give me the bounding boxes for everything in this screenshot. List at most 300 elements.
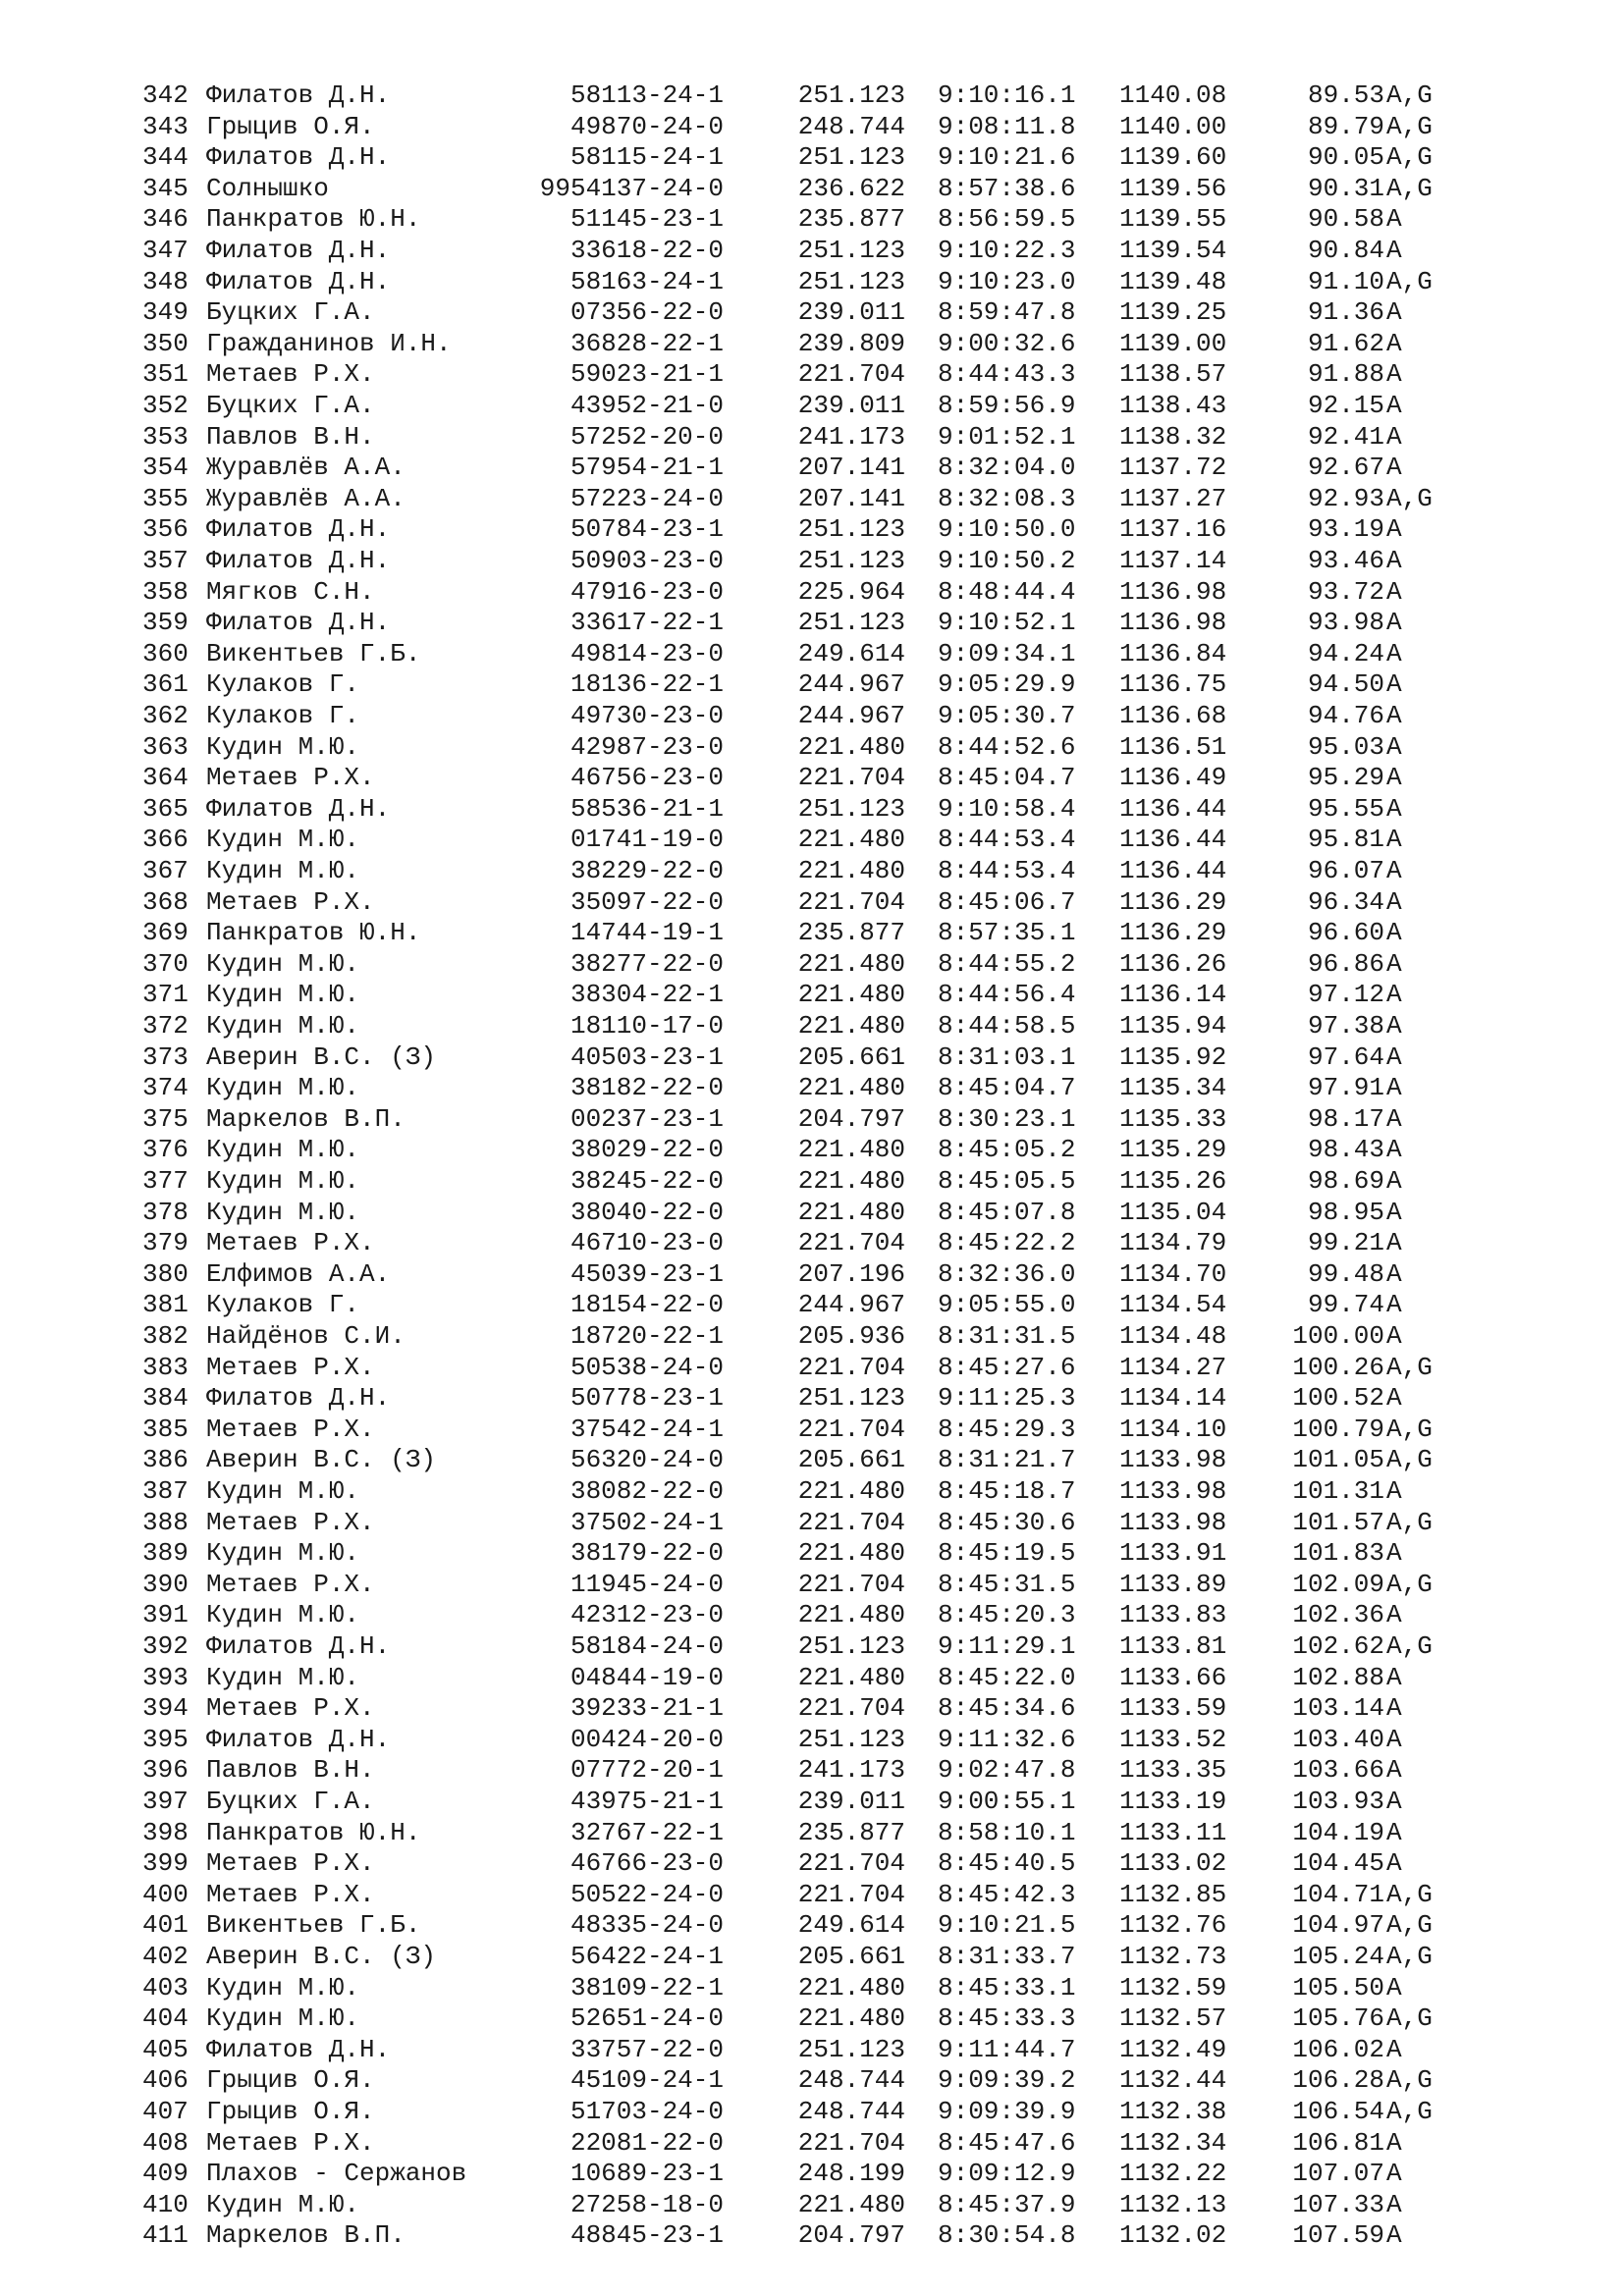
flags: A <box>1386 1476 1402 1506</box>
fancier-name: Филатов Д.Н. <box>206 80 391 110</box>
flags: A <box>1386 948 1402 979</box>
distance: 251.123 <box>797 608 905 638</box>
fancier-name: Кудин М.Ю. <box>206 980 360 1010</box>
flags: A <box>1386 1228 1402 1258</box>
row-number: 370 <box>142 948 189 979</box>
coefficient: 101.57 <box>1292 1507 1384 1537</box>
coefficient: 90.58 <box>1307 204 1384 235</box>
distance: 221.480 <box>797 2003 905 2034</box>
coefficient: 103.66 <box>1292 1755 1384 1786</box>
ring-number: 27258-18-0 <box>569 2189 724 2219</box>
fancier-name: Викентьев Г.Б. <box>206 1910 421 1941</box>
distance: 241.173 <box>797 1755 905 1786</box>
arrival-time: 8:45:27.6 <box>938 1352 1076 1382</box>
table-row <box>0 296 1624 328</box>
flags: A,G <box>1386 1942 1433 1971</box>
flags: A <box>1386 1693 1402 1724</box>
table-row <box>0 266 1624 297</box>
table-row <box>0 917 1624 948</box>
fancier-name: Аверин В.С. (З) <box>206 1041 437 1072</box>
fancier-name: Филатов Д.Н. <box>206 236 391 265</box>
ring-number: 37542-24-1 <box>569 1414 724 1444</box>
coefficient: 91.36 <box>1307 297 1384 328</box>
fancier-name: Метаев Р.Х. <box>206 1569 375 1599</box>
row-number: 359 <box>142 608 189 638</box>
speed: 1133.98 <box>1119 1476 1227 1506</box>
arrival-time: 9:11:32.6 <box>938 1724 1076 1754</box>
ring-number: 51703-24-0 <box>569 2097 724 2126</box>
distance: 221.480 <box>797 980 905 1010</box>
row-number: 354 <box>142 453 189 483</box>
distance: 235.877 <box>797 918 905 948</box>
table-row <box>0 328 1624 359</box>
ring-number: 45039-23-1 <box>569 1258 724 1289</box>
coefficient: 103.93 <box>1292 1787 1384 1816</box>
speed: 1137.72 <box>1119 453 1227 483</box>
ring-number: 58184-24-0 <box>569 1631 724 1661</box>
row-number: 395 <box>142 1724 189 1754</box>
coefficient: 101.05 <box>1292 1445 1384 1475</box>
coefficient: 99.74 <box>1307 1290 1384 1320</box>
flags: A <box>1386 1600 1402 1630</box>
arrival-time: 8:44:55.2 <box>938 948 1076 979</box>
coefficient: 107.33 <box>1292 2189 1384 2219</box>
fancier-name: Филатов Д.Н. <box>206 1383 391 1414</box>
speed: 1132.02 <box>1119 2220 1227 2251</box>
ring-number: 49730-23-0 <box>569 701 724 730</box>
table-row <box>0 1320 1624 1352</box>
arrival-time: 9:11:25.3 <box>938 1383 1076 1414</box>
fancier-name: Метаев Р.Х. <box>206 1693 375 1724</box>
speed: 1136.75 <box>1119 669 1227 700</box>
speed: 1133.66 <box>1119 1662 1227 1692</box>
flags: A,G <box>1386 1507 1433 1537</box>
coefficient: 98.69 <box>1307 1166 1384 1196</box>
distance: 221.704 <box>797 1228 905 1258</box>
arrival-time: 8:30:54.8 <box>938 2220 1076 2251</box>
ring-number: 38029-22-0 <box>569 1135 724 1165</box>
speed: 1133.02 <box>1119 1848 1227 1879</box>
speed: 1138.57 <box>1119 359 1227 390</box>
fancier-name: Елфимов А.А. <box>206 1258 391 1289</box>
table-row <box>0 1662 1624 1693</box>
fancier-name: Плахов - Сержанов <box>206 2159 467 2189</box>
fancier-name: Панкратов Ю.Н. <box>206 1817 421 1847</box>
coefficient: 96.34 <box>1307 886 1384 917</box>
row-number: 404 <box>142 2003 189 2034</box>
arrival-time: 8:44:53.4 <box>938 856 1076 885</box>
coefficient: 92.41 <box>1307 421 1384 452</box>
ring-number: 32767-22-1 <box>569 1817 724 1847</box>
arrival-time: 9:10:21.6 <box>938 142 1076 173</box>
distance: 221.480 <box>797 1197 905 1227</box>
speed: 1135.92 <box>1119 1041 1227 1072</box>
arrival-time: 8:45:30.6 <box>938 1507 1076 1537</box>
flags: A,G <box>1386 483 1433 513</box>
speed: 1133.91 <box>1119 1538 1227 1569</box>
speed: 1135.29 <box>1119 1135 1227 1165</box>
flags: A <box>1386 856 1402 885</box>
fancier-name: Буцких Г.А. <box>206 391 375 420</box>
speed: 1140.08 <box>1119 80 1227 110</box>
flags: A,G <box>1386 1879 1433 1909</box>
row-number: 355 <box>142 483 189 513</box>
coefficient: 104.45 <box>1292 1848 1384 1879</box>
table-row <box>0 358 1624 390</box>
speed: 1132.38 <box>1119 2097 1227 2126</box>
coefficient: 93.19 <box>1307 514 1384 545</box>
table-row <box>0 1537 1624 1569</box>
row-number: 371 <box>142 980 189 1010</box>
coefficient: 101.31 <box>1292 1476 1384 1506</box>
row-number: 392 <box>142 1631 189 1661</box>
speed: 1132.57 <box>1119 2003 1227 2034</box>
distance: 244.967 <box>797 669 905 700</box>
distance: 207.141 <box>797 483 905 513</box>
table-row <box>0 235 1624 266</box>
table-row <box>0 1847 1624 1879</box>
speed: 1139.25 <box>1119 297 1227 328</box>
arrival-time: 8:57:38.6 <box>938 173 1076 203</box>
distance: 244.967 <box>797 1290 905 1320</box>
table-row <box>0 1103 1624 1135</box>
flags: A <box>1386 236 1402 265</box>
ring-number: 11945-24-0 <box>569 1569 724 1599</box>
table-row <box>0 111 1624 142</box>
fancier-name: Буцких Г.А. <box>206 1787 375 1816</box>
flags: A,G <box>1386 1414 1433 1444</box>
ring-number: 18136-22-1 <box>569 669 724 700</box>
distance: 221.704 <box>797 1352 905 1382</box>
row-number: 390 <box>142 1569 189 1599</box>
table-row <box>0 700 1624 731</box>
flags: A,G <box>1386 266 1433 296</box>
row-number: 357 <box>142 546 189 575</box>
fancier-name: Кудин М.Ю. <box>206 948 360 979</box>
table-row <box>0 979 1624 1010</box>
speed: 1136.49 <box>1119 763 1227 793</box>
fancier-name: Кудин М.Ю. <box>206 1600 360 1630</box>
speed: 1139.00 <box>1119 328 1227 358</box>
row-number: 382 <box>142 1321 189 1351</box>
distance: 248.199 <box>797 2159 905 2189</box>
row-number: 408 <box>142 2127 189 2158</box>
coefficient: 92.67 <box>1307 453 1384 483</box>
flags: A <box>1386 421 1402 452</box>
table-row <box>0 1289 1624 1320</box>
ring-number: 07772-20-1 <box>569 1755 724 1786</box>
arrival-time: 8:45:18.7 <box>938 1476 1076 1506</box>
coefficient: 99.21 <box>1307 1228 1384 1258</box>
table-row <box>0 1786 1624 1817</box>
fancier-name: Филатов Д.Н. <box>206 608 391 638</box>
coefficient: 102.88 <box>1292 1662 1384 1692</box>
fancier-name: Грыцив О.Я. <box>206 2065 375 2096</box>
fancier-name: Филатов Д.Н. <box>206 514 391 545</box>
table-row <box>0 203 1624 235</box>
table-row <box>0 2127 1624 2159</box>
row-number: 376 <box>142 1135 189 1165</box>
row-number: 410 <box>142 2189 189 2219</box>
speed: 1135.04 <box>1119 1197 1227 1227</box>
distance: 205.661 <box>797 1041 905 1072</box>
flags: A <box>1386 576 1402 607</box>
flags: A <box>1386 1972 1402 2002</box>
coefficient: 96.60 <box>1307 918 1384 948</box>
table-row <box>0 141 1624 173</box>
fancier-name: Кудин М.Ю. <box>206 1011 360 1041</box>
arrival-time: 8:44:43.3 <box>938 359 1076 390</box>
distance: 251.123 <box>797 1383 905 1414</box>
row-number: 358 <box>142 576 189 607</box>
speed: 1137.16 <box>1119 514 1227 545</box>
coefficient: 90.31 <box>1307 173 1384 203</box>
flags: A,G <box>1386 2003 1433 2034</box>
flags: A <box>1386 1848 1402 1879</box>
row-number: 398 <box>142 1817 189 1847</box>
coefficient: 94.24 <box>1307 638 1384 668</box>
ring-number: 42987-23-0 <box>569 731 724 762</box>
fancier-name: Панкратов Ю.Н. <box>206 204 421 235</box>
coefficient: 103.40 <box>1292 1724 1384 1754</box>
distance: 251.123 <box>797 266 905 296</box>
ring-number: 33617-22-1 <box>569 608 724 638</box>
ring-number: 51145-23-1 <box>569 204 724 235</box>
flags: A <box>1386 1135 1402 1165</box>
table-row <box>0 1692 1624 1724</box>
flags: A <box>1386 1166 1402 1196</box>
table-row <box>0 607 1624 638</box>
distance: 207.141 <box>797 453 905 483</box>
distance: 239.011 <box>797 1787 905 1816</box>
table-row <box>0 824 1624 855</box>
table-row <box>0 1475 1624 1507</box>
distance: 221.480 <box>797 1476 905 1506</box>
fancier-name: Грыцив О.Я. <box>206 2097 375 2126</box>
distance: 251.123 <box>797 236 905 265</box>
coefficient: 95.03 <box>1307 731 1384 762</box>
distance: 221.480 <box>797 1600 905 1630</box>
fancier-name: Кудин М.Ю. <box>206 1972 360 2002</box>
ring-number: 39233-21-1 <box>569 1693 724 1724</box>
row-number: 388 <box>142 1507 189 1537</box>
arrival-time: 8:45:22.0 <box>938 1662 1076 1692</box>
arrival-time: 9:10:16.1 <box>938 80 1076 110</box>
ring-number: 50778-23-1 <box>569 1383 724 1414</box>
table-row <box>0 1414 1624 1445</box>
flags: A <box>1386 980 1402 1010</box>
arrival-time: 8:45:20.3 <box>938 1600 1076 1630</box>
distance: 221.480 <box>797 731 905 762</box>
fancier-name: Кудин М.Ю. <box>206 731 360 762</box>
arrival-time: 8:45:37.9 <box>938 2189 1076 2219</box>
row-number: 373 <box>142 1041 189 1072</box>
table-row <box>0 1941 1624 1972</box>
distance: 235.877 <box>797 1817 905 1847</box>
arrival-time: 8:44:52.6 <box>938 731 1076 762</box>
coefficient: 104.19 <box>1292 1817 1384 1847</box>
coefficient: 105.76 <box>1292 2003 1384 2034</box>
fancier-name: Кудин М.Ю. <box>206 1166 360 1196</box>
row-number: 401 <box>142 1910 189 1941</box>
speed: 1136.98 <box>1119 576 1227 607</box>
ring-number: 18720-22-1 <box>569 1321 724 1351</box>
coefficient: 94.50 <box>1307 669 1384 700</box>
table-row <box>0 2219 1624 2251</box>
table-row <box>0 483 1624 514</box>
distance: 221.480 <box>797 948 905 979</box>
speed: 1132.49 <box>1119 2034 1227 2064</box>
distance: 204.797 <box>797 2220 905 2251</box>
table-row <box>0 948 1624 980</box>
row-number: 375 <box>142 1103 189 1134</box>
ring-number: 33757-22-0 <box>569 2034 724 2064</box>
table-row <box>0 545 1624 576</box>
speed: 1132.44 <box>1119 2065 1227 2096</box>
coefficient: 95.55 <box>1307 793 1384 824</box>
ring-number: 50784-23-1 <box>569 514 724 545</box>
coefficient: 91.10 <box>1307 266 1384 296</box>
flags: A <box>1386 1041 1402 1072</box>
flags: A <box>1386 1073 1402 1103</box>
row-number: 380 <box>142 1258 189 1289</box>
distance: 221.704 <box>797 1879 905 1909</box>
arrival-time: 9:10:58.4 <box>938 793 1076 824</box>
speed: 1133.35 <box>1119 1755 1227 1786</box>
arrival-time: 8:45:07.8 <box>938 1197 1076 1227</box>
fancier-name: Кулаков Г. <box>206 669 360 700</box>
distance: 205.661 <box>797 1445 905 1475</box>
speed: 1133.81 <box>1119 1631 1227 1661</box>
fancier-name: Викентьев Г.Б. <box>206 638 421 668</box>
fancier-name: Метаев Р.Х. <box>206 1228 375 1258</box>
fancier-name: Филатов Д.Н. <box>206 266 391 296</box>
arrival-time: 9:01:52.1 <box>938 421 1076 452</box>
flags: A <box>1386 886 1402 917</box>
arrival-time: 8:59:47.8 <box>938 297 1076 328</box>
arrival-time: 8:32:08.3 <box>938 483 1076 513</box>
arrival-time: 8:32:36.0 <box>938 1258 1076 1289</box>
row-number: 386 <box>142 1445 189 1475</box>
ring-number: 57252-20-0 <box>569 421 724 452</box>
coefficient: 97.91 <box>1307 1073 1384 1103</box>
fancier-name: Филатов Д.Н. <box>206 1631 391 1661</box>
coefficient: 89.53 <box>1307 80 1384 110</box>
arrival-time: 8:45:05.5 <box>938 1166 1076 1196</box>
row-number: 385 <box>142 1414 189 1444</box>
speed: 1132.73 <box>1119 1942 1227 1971</box>
arrival-time: 9:10:21.5 <box>938 1910 1076 1941</box>
table-row <box>0 731 1624 763</box>
coefficient: 98.43 <box>1307 1135 1384 1165</box>
coefficient: 104.97 <box>1292 1910 1384 1941</box>
distance: 221.480 <box>797 2189 905 2219</box>
speed: 1136.44 <box>1119 825 1227 855</box>
coefficient: 94.76 <box>1307 701 1384 730</box>
distance: 221.704 <box>797 359 905 390</box>
arrival-time: 8:59:56.9 <box>938 391 1076 420</box>
arrival-time: 9:11:44.7 <box>938 2034 1076 2064</box>
fancier-name: Метаев Р.Х. <box>206 1879 375 1909</box>
fancier-name: Павлов В.Н. <box>206 421 375 452</box>
flags: A <box>1386 1755 1402 1786</box>
distance: 221.480 <box>797 1538 905 1569</box>
coefficient: 93.72 <box>1307 576 1384 607</box>
speed: 1139.55 <box>1119 204 1227 235</box>
arrival-time: 8:30:23.1 <box>938 1103 1076 1134</box>
arrival-time: 9:10:50.2 <box>938 546 1076 575</box>
speed: 1135.26 <box>1119 1166 1227 1196</box>
ring-number: 18154-22-0 <box>569 1290 724 1320</box>
flags: A <box>1386 1321 1402 1351</box>
coefficient: 95.29 <box>1307 763 1384 793</box>
arrival-time: 8:57:35.1 <box>938 918 1076 948</box>
fancier-name: Панкратов Ю.Н. <box>206 918 421 948</box>
row-number: 342 <box>142 80 189 110</box>
coefficient: 90.84 <box>1307 236 1384 265</box>
flags: A <box>1386 2127 1402 2158</box>
distance: 221.704 <box>797 886 905 917</box>
flags: A <box>1386 669 1402 700</box>
table-row <box>0 421 1624 453</box>
row-number: 409 <box>142 2159 189 2189</box>
ring-number: 46766-23-0 <box>569 1848 724 1879</box>
coefficient: 93.98 <box>1307 608 1384 638</box>
row-number: 377 <box>142 1166 189 1196</box>
fancier-name: Филатов Д.Н. <box>206 2034 391 2064</box>
fancier-name: Кудин М.Ю. <box>206 856 360 885</box>
coefficient: 98.17 <box>1307 1103 1384 1134</box>
table-row <box>0 80 1624 111</box>
coefficient: 107.59 <box>1292 2220 1384 2251</box>
flags: A <box>1386 731 1402 762</box>
table-row <box>0 668 1624 700</box>
fancier-name: Кудин М.Ю. <box>206 1538 360 1569</box>
table-row <box>0 2189 1624 2220</box>
fancier-name: Филатов Д.Н. <box>206 793 391 824</box>
speed: 1133.89 <box>1119 1569 1227 1599</box>
ring-number: 33618-22-0 <box>569 236 724 265</box>
table-row <box>0 2064 1624 2096</box>
distance: 251.123 <box>797 1631 905 1661</box>
coefficient: 100.00 <box>1292 1321 1384 1351</box>
distance: 221.480 <box>797 1972 905 2002</box>
arrival-time: 8:45:31.5 <box>938 1569 1076 1599</box>
ring-number: 38082-22-0 <box>569 1476 724 1506</box>
fancier-name: Метаев Р.Х. <box>206 2127 375 2158</box>
row-number: 347 <box>142 236 189 265</box>
row-number: 374 <box>142 1073 189 1103</box>
flags: A <box>1386 1538 1402 1569</box>
ring-number: 46710-23-0 <box>569 1228 724 1258</box>
row-number: 405 <box>142 2034 189 2064</box>
flags: A <box>1386 546 1402 575</box>
fancier-name: Метаев Р.Х. <box>206 1414 375 1444</box>
ring-number: 56320-24-0 <box>569 1445 724 1475</box>
arrival-time: 9:09:39.2 <box>938 2065 1076 2096</box>
table-row <box>0 1507 1624 1538</box>
ring-number: 38245-22-0 <box>569 1166 724 1196</box>
ring-number: 48845-23-1 <box>569 2220 724 2251</box>
distance: 221.704 <box>797 1414 905 1444</box>
fancier-name: Кудин М.Ю. <box>206 1197 360 1227</box>
row-number: 396 <box>142 1755 189 1786</box>
fancier-name: Грыцив О.Я. <box>206 111 375 141</box>
flags: A <box>1386 1787 1402 1816</box>
fancier-name: Гражданинов И.Н. <box>206 328 452 358</box>
distance: 221.704 <box>797 1569 905 1599</box>
flags: A,G <box>1386 1445 1433 1475</box>
